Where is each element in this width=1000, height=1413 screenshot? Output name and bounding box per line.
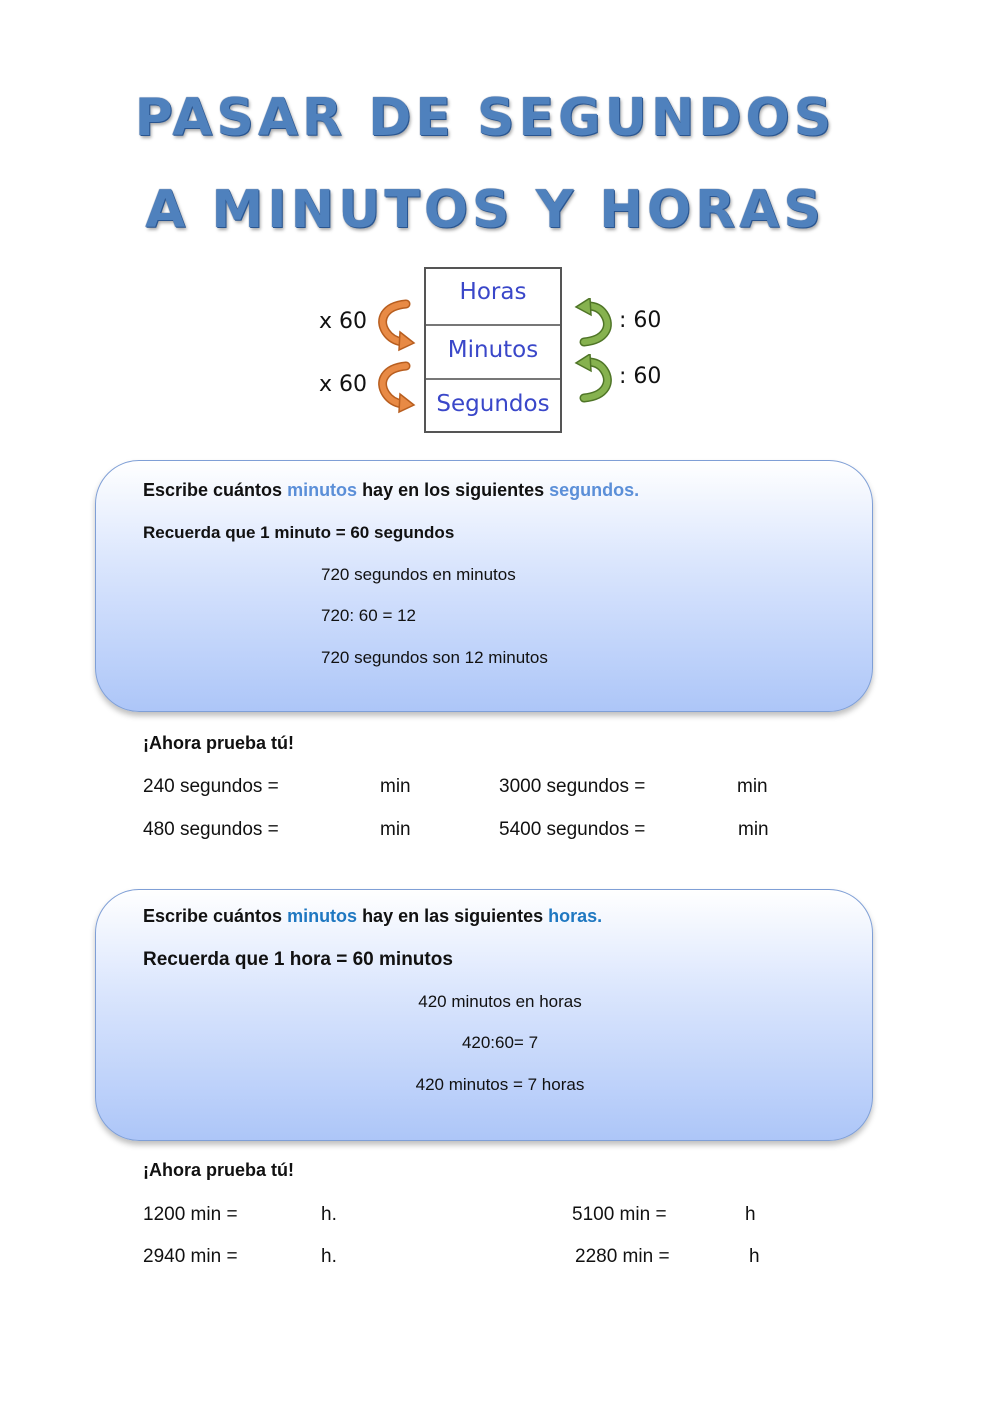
unit-minutes: Minutos (447, 337, 539, 363)
exercise-unit: min (380, 776, 411, 797)
exercise-unit: min (380, 819, 411, 840)
section2-instruction (143, 906, 602, 927)
divide-label-seconds-to-minutes: : 60 (619, 364, 662, 389)
title-line-1: PASAR DE SEGUNDOS (134, 88, 836, 148)
example-line: 420 minutos = 7 horas (415, 1075, 585, 1094)
exercise-unit: min (738, 819, 769, 840)
unit-hours: Horas (459, 279, 527, 305)
example-line: 720: 60 = 12 (321, 606, 417, 625)
example-line: 720 segundos en minutos (321, 565, 516, 584)
title-line-2: A MINUTOS Y HORAS (145, 180, 825, 240)
example-line: 420:60= 7 (461, 1033, 539, 1052)
keyword-seconds: segundos. (549, 480, 640, 500)
table-divider (426, 324, 560, 326)
divide-label-minutes-to-hours: : 60 (619, 308, 662, 333)
exercise-prompt: 3000 segundos = (499, 776, 646, 797)
keyword-hours: horas. (548, 906, 603, 926)
units-table (424, 267, 562, 433)
exercise-unit: h (749, 1246, 760, 1267)
section2-try-heading: ¡Ahora prueba tú! (143, 1160, 294, 1180)
instruction-text: hay en los siguientes (357, 480, 550, 500)
exercise-prompt: 240 segundos = (143, 776, 279, 797)
instruction-text: hay en las siguientes (357, 906, 549, 926)
exercise-prompt: 5400 segundos = (499, 819, 646, 840)
section1-try-heading: ¡Ahora prueba tú! (143, 733, 294, 753)
multiply-label-minutes-to-seconds: x 60 (319, 372, 368, 397)
exercise-prompt: 2280 min = (575, 1246, 670, 1267)
multiply-label-hours-to-minutes: x 60 (319, 309, 368, 334)
keyword-minutes: minutos (287, 906, 358, 926)
exercise-prompt: 1200 min = (143, 1204, 238, 1225)
exercise-prompt: 2940 min = (143, 1246, 238, 1267)
example-line: 720 segundos son 12 minutos (321, 648, 548, 667)
keyword-minutes: minutos (287, 480, 358, 500)
instruction-text: Escribe cuántos (143, 906, 288, 926)
curved-arrow-up-icon (572, 298, 616, 348)
example-line: 420 minutos en horas (418, 992, 582, 1011)
exercise-prompt: 5100 min = (572, 1204, 667, 1225)
exercise-prompt: 480 segundos = (143, 819, 279, 840)
section2-reminder: Recuerda que 1 hora = 60 minutos (143, 949, 453, 970)
curved-arrow-down-icon (376, 298, 420, 352)
section1-reminder: Recuerda que 1 minuto = 60 segundos (143, 523, 455, 542)
curved-arrow-up-icon (572, 354, 616, 404)
exercise-unit: min (737, 776, 768, 797)
exercise-unit: h. (321, 1246, 337, 1267)
exercise-unit: h. (321, 1204, 337, 1225)
curved-arrow-down-icon (376, 360, 420, 414)
section1-instruction (143, 480, 639, 501)
table-divider (426, 378, 560, 380)
unit-seconds: Segundos (436, 391, 550, 417)
exercise-unit: h (745, 1204, 756, 1225)
instruction-text: Escribe cuántos (143, 480, 288, 500)
